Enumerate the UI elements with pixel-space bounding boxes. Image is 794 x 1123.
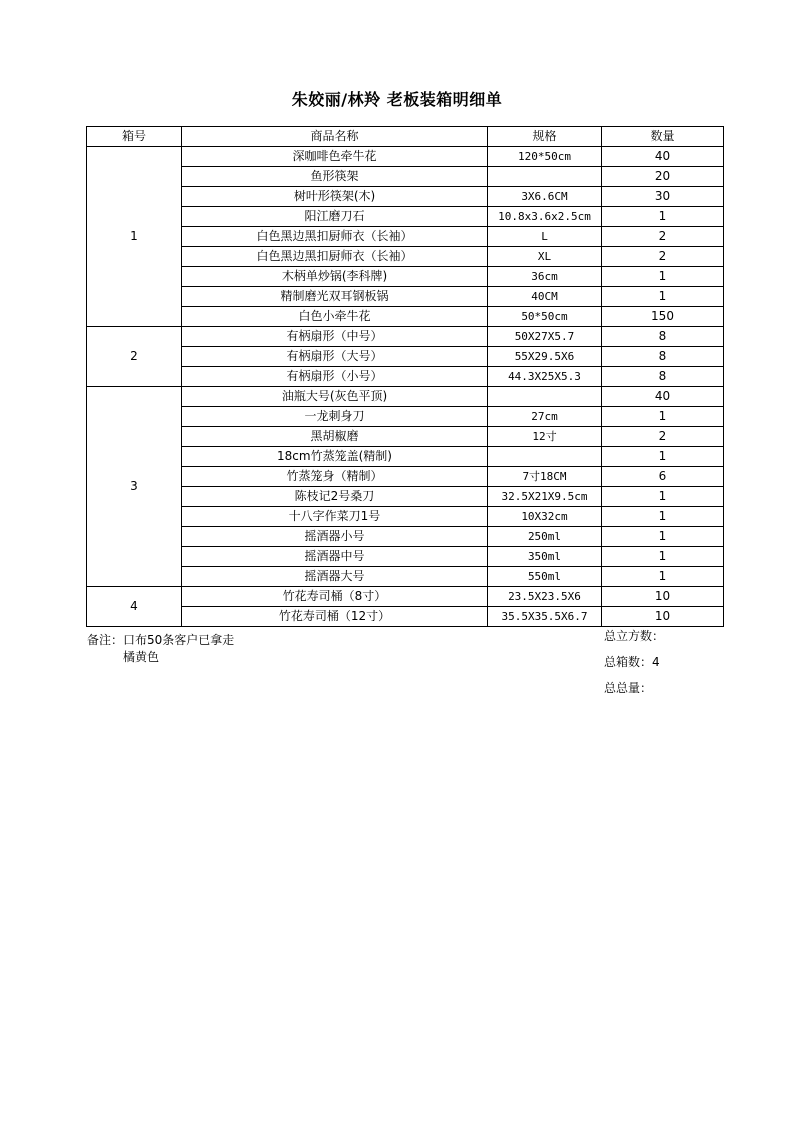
total-volume (604, 629, 664, 655)
quantity-cell: 1 (602, 447, 724, 467)
spec-cell: 44.3X25X5.3 (488, 367, 602, 387)
table-row (87, 587, 724, 607)
quantity-cell: 150 (602, 307, 724, 327)
quantity-cell: 2 (602, 427, 724, 447)
total-boxes-value: 4 (652, 655, 660, 669)
table-header-row (87, 127, 724, 147)
table-row (87, 567, 724, 587)
product-name-cell: 竹花寿司桶（12寸） (182, 607, 488, 627)
spec-cell: 40CM (488, 287, 602, 307)
table-row (87, 287, 724, 307)
spec-cell: 550ml (488, 567, 602, 587)
spec-cell: 50X27X5.7 (488, 327, 602, 347)
product-name-cell: 18cm竹蒸笼盖(精制) (182, 447, 488, 467)
quantity-cell: 10 (602, 607, 724, 627)
product-name-cell: 竹蒸笼身（精制） (182, 467, 488, 487)
spec-cell: 23.5X23.5X6 (488, 587, 602, 607)
quantity-cell: 1 (602, 487, 724, 507)
quantity-cell: 30 (602, 187, 724, 207)
product-name-cell: 白色黑边黑扣厨师衣（长袖） (182, 227, 488, 247)
table-row (87, 487, 724, 507)
box-number-cell: 1 (87, 147, 182, 327)
header-box-number: 箱号 (87, 127, 182, 147)
product-name-cell: 白色小牵牛花 (182, 307, 488, 327)
product-name-cell: 阳江磨刀石 (182, 207, 488, 227)
spec-cell: 35.5X35.5X6.7 (488, 607, 602, 627)
quantity-cell: 2 (602, 227, 724, 247)
quantity-cell: 1 (602, 287, 724, 307)
product-name-cell: 黑胡椒磨 (182, 427, 488, 447)
product-name-cell: 有柄扇形（大号） (182, 347, 488, 367)
spec-cell: 10X32cm (488, 507, 602, 527)
spec-cell: 50*50cm (488, 307, 602, 327)
header-quantity: 数量 (602, 127, 724, 147)
quantity-cell: 1 (602, 527, 724, 547)
table-row (87, 527, 724, 547)
spec-cell: XL (488, 247, 602, 267)
table-row (87, 367, 724, 387)
table-row (87, 507, 724, 527)
product-name-cell: 油瓶大号(灰色平顶) (182, 387, 488, 407)
product-name-cell: 树叶形筷架(木) (182, 187, 488, 207)
box-number-cell: 3 (87, 387, 182, 587)
product-name-cell: 鱼形筷架 (182, 167, 488, 187)
total-boxes-label: 总箱数： (604, 655, 653, 669)
quantity-cell: 10 (602, 587, 724, 607)
spec-cell: 3X6.6CM (488, 187, 602, 207)
spec-cell (488, 447, 602, 467)
table-row (87, 307, 724, 327)
table-row (87, 187, 724, 207)
quantity-cell: 2 (602, 247, 724, 267)
table-row (87, 387, 724, 407)
table-row (87, 467, 724, 487)
product-name-cell: 十八字作菜刀1号 (182, 507, 488, 527)
remark-line: 备注：口布50条客户已拿走 (87, 633, 235, 647)
spec-cell: 250ml (488, 527, 602, 547)
table-row (87, 427, 724, 447)
total-volume-label: 总立方数： (604, 629, 665, 643)
product-name-cell: 竹花寿司桶（8寸） (182, 587, 488, 607)
summary-block (604, 629, 664, 707)
product-name-cell: 木柄单炒锅(李科牌) (182, 267, 488, 287)
page-title: 朱姣丽/林羚 老板装箱明细单 (291, 90, 503, 109)
total-boxes (604, 655, 664, 681)
total-amount-label: 总总量： (604, 681, 653, 695)
remarks (87, 632, 234, 666)
spec-cell: 36cm (488, 267, 602, 287)
quantity-cell: 40 (602, 147, 724, 167)
header-product-name: 商品名称 (182, 127, 488, 147)
quantity-cell: 1 (602, 567, 724, 587)
remark-line: 橘黄色 (123, 650, 160, 664)
spec-cell (488, 387, 602, 407)
table-row (87, 347, 724, 367)
product-name-cell: 一龙刺身刀 (182, 407, 488, 427)
table-row (87, 207, 724, 227)
product-name-cell: 有柄扇形（中号） (182, 327, 488, 347)
quantity-cell: 20 (602, 167, 724, 187)
quantity-cell: 8 (602, 327, 724, 347)
quantity-cell: 1 (602, 407, 724, 427)
header-spec: 规格 (488, 127, 602, 147)
table-row (87, 247, 724, 267)
spec-cell: 120*50cm (488, 147, 602, 167)
table-body (87, 147, 724, 627)
packing-list-table (86, 126, 724, 627)
spec-cell (488, 167, 602, 187)
spec-cell: 12寸 (488, 427, 602, 447)
table-row (87, 407, 724, 427)
quantity-cell: 1 (602, 267, 724, 287)
quantity-cell: 1 (602, 507, 724, 527)
quantity-cell: 1 (602, 207, 724, 227)
table-row (87, 227, 724, 247)
spec-cell: 27cm (488, 407, 602, 427)
spec-cell: 55X29.5X6 (488, 347, 602, 367)
spec-cell: 10.8x3.6x2.5cm (488, 207, 602, 227)
product-name-cell: 陈枝记2号桑刀 (182, 487, 488, 507)
product-name-cell: 摇酒器中号 (182, 547, 488, 567)
product-name-cell: 精制磨光双耳钢板锅 (182, 287, 488, 307)
box-number-cell: 2 (87, 327, 182, 387)
spec-cell: 350ml (488, 547, 602, 567)
table-row (87, 547, 724, 567)
total-amount (604, 681, 664, 707)
table-row (87, 147, 724, 167)
spec-cell: 7寸18CM (488, 467, 602, 487)
product-name-cell: 摇酒器小号 (182, 527, 488, 547)
quantity-cell: 8 (602, 347, 724, 367)
product-name-cell: 摇酒器大号 (182, 567, 488, 587)
quantity-cell: 6 (602, 467, 724, 487)
spec-cell: 32.5X21X9.5cm (488, 487, 602, 507)
quantity-cell: 40 (602, 387, 724, 407)
table-row (87, 167, 724, 187)
product-name-cell: 白色黑边黑扣厨师衣（长袖） (182, 247, 488, 267)
table-row (87, 327, 724, 347)
spec-cell: L (488, 227, 602, 247)
quantity-cell: 8 (602, 367, 724, 387)
box-number-cell: 4 (87, 587, 182, 627)
table-row (87, 607, 724, 627)
table-row (87, 267, 724, 287)
table-row (87, 447, 724, 467)
product-name-cell: 深咖啡色牵牛花 (182, 147, 488, 167)
quantity-cell: 1 (602, 547, 724, 567)
product-name-cell: 有柄扇形（小号） (182, 367, 488, 387)
